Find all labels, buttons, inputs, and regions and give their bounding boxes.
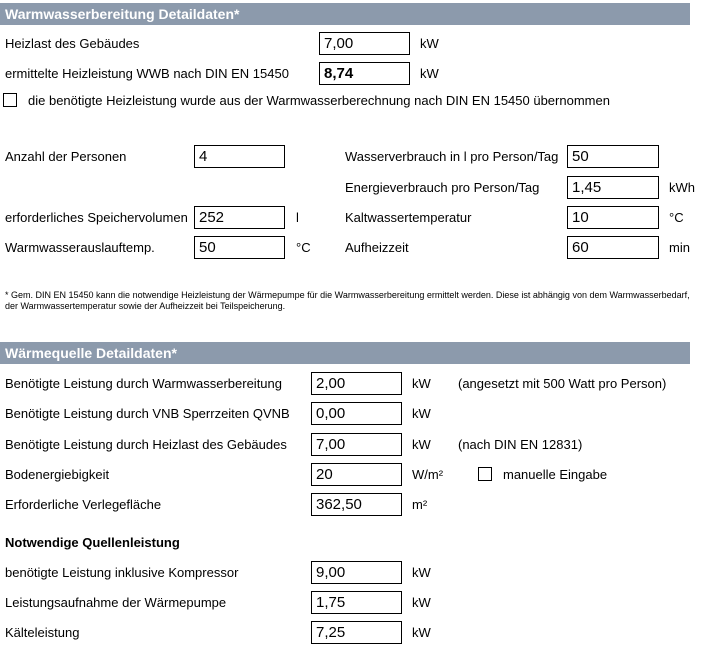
row-value-input[interactable]: 0,00 xyxy=(311,402,402,425)
row-value-input[interactable]: 7,00 xyxy=(311,433,402,456)
heizleistung-label: ermittelte Heizleistung WWB nach DIN EN 15450 xyxy=(5,66,289,81)
personen-label: Anzahl der Personen xyxy=(5,149,127,164)
uebernommen-checkbox[interactable] xyxy=(3,93,17,107)
heizleistung-input[interactable]: 8,74 xyxy=(319,62,410,85)
energieverbrauch-unit: kWh xyxy=(669,180,695,195)
row2-label: Leistungsaufnahme der Wärmepumpe xyxy=(5,595,227,610)
heizlast-input[interactable]: 7,00 xyxy=(319,32,410,55)
row-label: Benötigte Leistung durch VNB Sperrzeiten QVNB xyxy=(5,406,290,421)
heizlast-unit: kW xyxy=(420,36,439,51)
row-label: Bodenergiebigkeit xyxy=(5,467,110,482)
section-header-warmwasser: Warmwasserbereitung Detaildaten* xyxy=(0,3,690,25)
row-unit: kW xyxy=(412,437,431,452)
energieverbrauch-input[interactable]: 1,45 xyxy=(567,176,659,199)
row2-value-input[interactable]: 7,25 xyxy=(311,621,402,644)
row-unit: kW xyxy=(412,406,431,421)
wasserverbrauch-input[interactable]: 50 xyxy=(567,145,659,168)
row-value-input[interactable]: 20 xyxy=(311,463,402,486)
row-unit: W/m² xyxy=(412,467,444,482)
auslauf-unit: °C xyxy=(296,240,311,255)
row2-value-input[interactable]: 9,00 xyxy=(311,561,402,584)
speichervolumen-label: erforderliches Speichervolumen xyxy=(5,210,188,225)
auslauf-label: Warmwasserauslauftemp. xyxy=(5,240,155,255)
row-unit: m² xyxy=(412,497,428,512)
heizlast-label: Heizlast des Gebäudes xyxy=(5,36,140,51)
wasserverbrauch-label: Wasserverbrauch in l pro Person/Tag xyxy=(345,149,559,164)
aufheizzeit-input[interactable]: 60 xyxy=(567,236,659,259)
row2-unit: kW xyxy=(412,625,431,640)
row-extra: (angesetzt mit 500 Watt pro Person) xyxy=(458,376,667,391)
row-label: Erforderliche Verlegefläche xyxy=(5,497,162,512)
row-unit: kW xyxy=(412,376,431,391)
personen-input[interactable]: 4 xyxy=(194,145,285,168)
auslauf-input[interactable]: 50 xyxy=(194,236,285,259)
aufheizzeit-label: Aufheizzeit xyxy=(345,240,409,255)
row-value-input[interactable]: 2,00 xyxy=(311,372,402,395)
section-header-waermequelle: Wärmequelle Detaildaten* xyxy=(0,342,690,364)
energieverbrauch-label: Energieverbrauch pro Person/Tag xyxy=(345,180,540,195)
row2-unit: kW xyxy=(412,565,431,580)
row2-label: benötigte Leistung inklusive Kompressor xyxy=(5,565,239,580)
heizleistung-unit: kW xyxy=(420,66,439,81)
kaltwasser-label: Kaltwassertemperatur xyxy=(345,210,472,225)
kaltwasser-input[interactable]: 10 xyxy=(567,206,659,229)
row2-label: Kälteleistung xyxy=(5,625,80,640)
row-label: Benötigte Leistung durch Warmwasserbereitung xyxy=(5,376,282,391)
aufheizzeit-unit: min xyxy=(669,240,690,255)
row2-value-input[interactable]: 1,75 xyxy=(311,591,402,614)
manuelle-eingabe-label: manuelle Eingabe xyxy=(503,467,608,482)
speichervolumen-unit: l xyxy=(296,210,299,225)
quellenleistung-subheading: Notwendige Quellenleistung xyxy=(5,535,180,550)
kaltwasser-unit: °C xyxy=(669,210,684,225)
row2-unit: kW xyxy=(412,595,431,610)
row-value-input[interactable]: 362,50 xyxy=(311,493,402,516)
speichervolumen-input[interactable]: 252 xyxy=(194,206,285,229)
uebernommen-label: die benötigte Heizleistung wurde aus der Warmwasserberechnung nach DIN EN 15450 übernommen xyxy=(28,93,610,108)
footnote: * Gem. DIN EN 15450 kann die notwendige Heizleistung der Wärmepumpe für die Warmwasserbereitung ermittelt werden. Diese ist abhängig von dem Warmwasserbedarf, der Warmwassertemperatur sowie der Aufheizzeit bei Teilspeicherung. xyxy=(5,290,690,311)
row-label: Benötigte Leistung durch Heizlast des Gebäudes xyxy=(5,437,287,452)
row-extra: (nach DIN EN 12831) xyxy=(458,437,583,452)
manuelle-eingabe-checkbox[interactable] xyxy=(478,467,492,481)
